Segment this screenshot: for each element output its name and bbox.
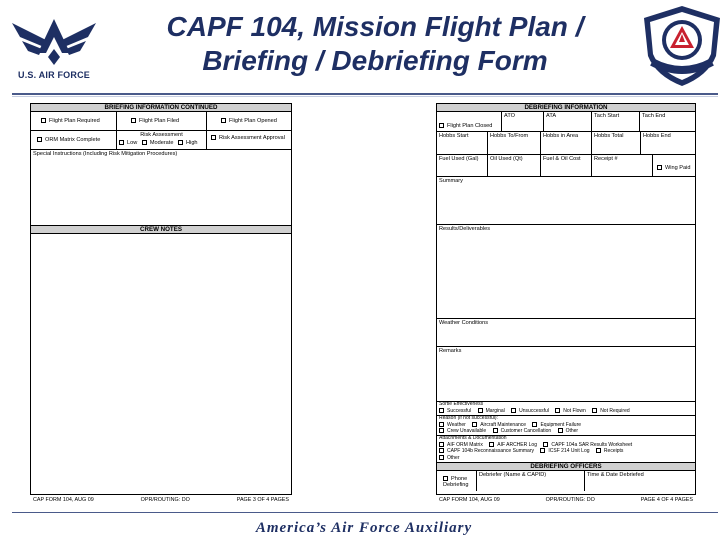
reason-title: Reason (if not successful):	[439, 415, 498, 421]
page-3-footer	[31, 497, 291, 503]
r-other-checkbox[interactable]	[558, 428, 563, 433]
hobbs-to-from-label: Hobbs To/From	[490, 133, 529, 139]
hobbs-total-field[interactable]	[592, 132, 641, 154]
wing-paid-cell	[653, 155, 695, 176]
flight-plan-opened-checkbox[interactable]	[221, 118, 226, 123]
ato-field[interactable]	[502, 112, 544, 131]
flight-plan-row	[31, 112, 291, 131]
footer-rule	[12, 512, 718, 513]
flight-plan-closed-checkbox[interactable]	[439, 123, 444, 128]
crew-notes-area[interactable]	[31, 234, 291, 487]
hobbs-end-label: Hobbs End	[643, 133, 671, 139]
special-instructions-field[interactable]	[31, 150, 291, 225]
ata-label: ATA	[546, 113, 557, 119]
fuel-row	[437, 155, 695, 177]
risk-assessment-title: Risk Assessment	[140, 132, 183, 138]
hobbs-start-label: Hobbs Start	[439, 133, 469, 139]
fuel-used-field[interactable]	[437, 155, 488, 176]
phone-checkbox[interactable]	[443, 476, 448, 481]
form-id-label: CAP FORM 104, AUG 09	[439, 497, 500, 503]
reason-row	[437, 416, 695, 436]
results-label: Results/Deliverables	[439, 226, 490, 232]
hobbs-in-area-field[interactable]	[541, 132, 592, 154]
header-rule	[12, 93, 718, 95]
r-equipment-failure-checkbox[interactable]	[532, 422, 537, 427]
risk-high-label: High	[186, 140, 198, 147]
a-104b-checkbox[interactable]	[439, 448, 444, 453]
se-successful-label: Successful	[447, 407, 472, 414]
r-weather-label: Weather	[447, 421, 466, 428]
a-ics214-label: ICSF 214 Unit Log	[548, 448, 590, 455]
risk-approval-cell	[207, 131, 291, 149]
flight-plan-required-label: Flight Plan Required	[49, 118, 100, 124]
orm-matrix-checkbox[interactable]	[37, 137, 42, 142]
r-aircraft-maint-checkbox[interactable]	[472, 422, 477, 427]
debriefer-row	[437, 471, 695, 491]
a-104a-label: CAPF 104a SAR Results Worksheet	[551, 441, 633, 448]
tach-start-label: Tach Start	[594, 113, 620, 119]
se-not-flown-label: Not Flown	[563, 407, 586, 414]
oil-used-label: Oil Used (Qt)	[490, 156, 523, 162]
hobbs-in-area-label: Hobbs in Area	[543, 133, 579, 139]
r-weather-checkbox[interactable]	[439, 422, 444, 427]
time-date-field[interactable]	[585, 471, 695, 491]
sortie-effectiveness-cell	[437, 402, 695, 415]
form-page-4	[436, 103, 696, 503]
reason-cell	[437, 416, 695, 435]
fuel-used-label: Fuel Used (Gal)	[439, 156, 479, 162]
section-header-debriefing: DEBRIEFING INFORMATION	[437, 104, 695, 112]
debriefing-label: Debriefing	[443, 482, 469, 489]
flight-plan-filed-checkbox[interactable]	[131, 118, 136, 123]
ato-label: ATO	[504, 113, 515, 119]
se-unsuccessful-label: Unsuccessful	[519, 407, 549, 414]
a-orm-matrix-checkbox[interactable]	[439, 442, 444, 447]
a-ics214-checkbox[interactable]	[540, 448, 545, 453]
weather-field[interactable]	[437, 319, 695, 346]
summary-label: Summary	[439, 178, 463, 184]
tach-start-field[interactable]	[592, 112, 640, 131]
section-header-debriefing-officers: DEBRIEFING OFFICERS	[437, 463, 695, 471]
weather-row	[437, 319, 695, 347]
a-archer-log-checkbox[interactable]	[489, 442, 494, 447]
ata-field[interactable]	[544, 112, 592, 131]
oil-used-field[interactable]	[488, 155, 541, 176]
page-title	[120, 10, 630, 78]
routing-label: OPR/ROUTING: DO	[545, 497, 595, 503]
a-receipts-label: Receipts	[603, 448, 624, 455]
debriefer-field[interactable]	[477, 471, 585, 491]
risk-low-label: Low	[127, 140, 138, 147]
flight-plan-filed-cell	[117, 112, 207, 130]
se-not-required-checkbox[interactable]	[592, 408, 597, 413]
times-row	[437, 112, 695, 132]
page-number-label: PAGE 3 OF 4 PAGES	[236, 497, 289, 503]
wing-paid-label: Wing Paid	[665, 165, 691, 171]
r-crew-unavailable-checkbox[interactable]	[439, 428, 444, 433]
receipt-label: Receipt #	[594, 156, 618, 162]
special-instructions-row	[31, 150, 291, 226]
header-rule-thin	[12, 96, 718, 97]
tach-end-field[interactable]	[640, 112, 695, 131]
attachments-title: Attachments & Documentation	[439, 435, 507, 441]
remarks-row	[437, 347, 695, 402]
r-customer-cancel-label: Customer Cancellation	[500, 428, 552, 435]
r-aircraft-maint-label: Aircraft Maintenance	[480, 421, 527, 428]
orm-matrix-cell	[31, 131, 117, 149]
risk-moderate-checkbox[interactable]	[142, 140, 147, 145]
section-header-briefing: BRIEFING INFORMATION CONTINUED	[31, 104, 291, 112]
flight-plan-closed-label: Flight Plan Closed	[447, 123, 493, 129]
routing-label: OPR/ROUTING: DO	[140, 497, 190, 503]
wing-paid-checkbox[interactable]	[657, 165, 662, 170]
flight-plan-closed-cell	[437, 112, 502, 131]
hobbs-total-label: Hobbs Total	[594, 133, 624, 139]
attachments-cell	[437, 436, 695, 462]
se-successful-checkbox[interactable]	[439, 408, 444, 413]
risk-high-checkbox[interactable]	[178, 140, 183, 145]
a-archer-log-label: AIF ARCHER Log	[497, 441, 537, 448]
title-line-2: Briefing / Debriefing Form	[202, 45, 548, 76]
summary-row	[437, 177, 695, 225]
flight-plan-required-cell	[31, 112, 117, 130]
a-104b-label: CAPF 104b Reconnaissance Summary	[447, 448, 534, 455]
fuel-oil-cost-label: Fuel & Oil Cost	[543, 156, 581, 162]
civil-air-patrol-seal	[640, 4, 724, 88]
phone-debriefing-cell	[437, 471, 477, 491]
risk-approval-checkbox[interactable]	[211, 135, 216, 140]
remarks-field[interactable]	[437, 347, 695, 401]
hobbs-row	[437, 132, 695, 155]
form-id-label: CAP FORM 104, AUG 09	[33, 497, 94, 503]
section-header-crew-notes: CREW NOTES	[31, 226, 291, 234]
hobbs-end-field[interactable]	[641, 132, 695, 154]
sortie-effectiveness-label: Sortie Effectiveness	[439, 401, 484, 407]
page-4-footer	[437, 497, 695, 503]
risk-assessment-cell	[117, 131, 207, 149]
se-marginal-checkbox[interactable]	[478, 408, 483, 413]
orm-matrix-label: ORM Matrix Complete	[45, 137, 101, 143]
a-receipts-checkbox[interactable]	[596, 448, 601, 453]
se-unsuccessful-checkbox[interactable]	[511, 408, 516, 413]
flight-plan-required-checkbox[interactable]	[41, 118, 46, 123]
results-row	[437, 225, 695, 319]
se-not-required-label: Not Required	[600, 407, 630, 414]
hobbs-start-field[interactable]	[437, 132, 488, 154]
phone-label: Phone	[451, 476, 468, 482]
risk-moderate-label: Moderate	[149, 140, 174, 147]
flight-plan-opened-label: Flight Plan Opened	[229, 118, 277, 124]
risk-approval-label: Risk Assessment Approval	[219, 135, 285, 141]
a-other-label: Other	[447, 454, 460, 461]
fuel-oil-cost-field[interactable]	[541, 155, 592, 176]
a-orm-matrix-label: AIF ORM Matrix	[447, 441, 483, 448]
results-field[interactable]	[437, 225, 695, 318]
a-other-checkbox[interactable]	[439, 455, 444, 460]
a-104a-checkbox[interactable]	[543, 442, 548, 447]
usaf-label: U.S. AIR FORCE	[18, 70, 90, 80]
flight-plan-filed-label: Flight Plan Filed	[139, 118, 180, 124]
r-other-label: Other	[565, 428, 579, 435]
r-equipment-failure-label: Equipment Failure	[540, 421, 582, 428]
debriefer-label: Debriefer (Name & CAPID)	[479, 472, 547, 478]
risk-row	[31, 131, 291, 150]
receipt-field[interactable]	[592, 155, 653, 176]
r-customer-cancel-checkbox[interactable]	[493, 428, 498, 433]
risk-low-checkbox[interactable]	[119, 140, 124, 145]
sortie-effectiveness-row	[437, 402, 695, 416]
remarks-label: Remarks	[439, 348, 462, 354]
r-crew-unavailable-label: Crew Unavailable	[447, 428, 487, 435]
weather-label: Weather Conditions	[439, 320, 489, 326]
summary-field[interactable]	[437, 177, 695, 224]
attachments-row	[437, 436, 695, 463]
title-line-1: CAPF 104, Mission Flight Plan /	[166, 11, 584, 42]
time-date-label: Time & Date Debriefed	[587, 472, 644, 478]
hobbs-to-from-field[interactable]	[488, 132, 541, 154]
tach-end-label: Tach End	[642, 113, 666, 119]
page-number-label: PAGE 4 OF 4 PAGES	[640, 497, 693, 503]
special-instructions-label: Special Instructions (Including Risk Mitigation Procedures)	[33, 151, 178, 157]
form-page-3	[30, 103, 292, 503]
se-not-flown-checkbox[interactable]	[555, 408, 560, 413]
flight-plan-opened-cell	[207, 112, 291, 130]
tagline: America’s Air Force Auxiliary	[255, 520, 473, 536]
se-marginal-label: Marginal	[485, 407, 505, 414]
